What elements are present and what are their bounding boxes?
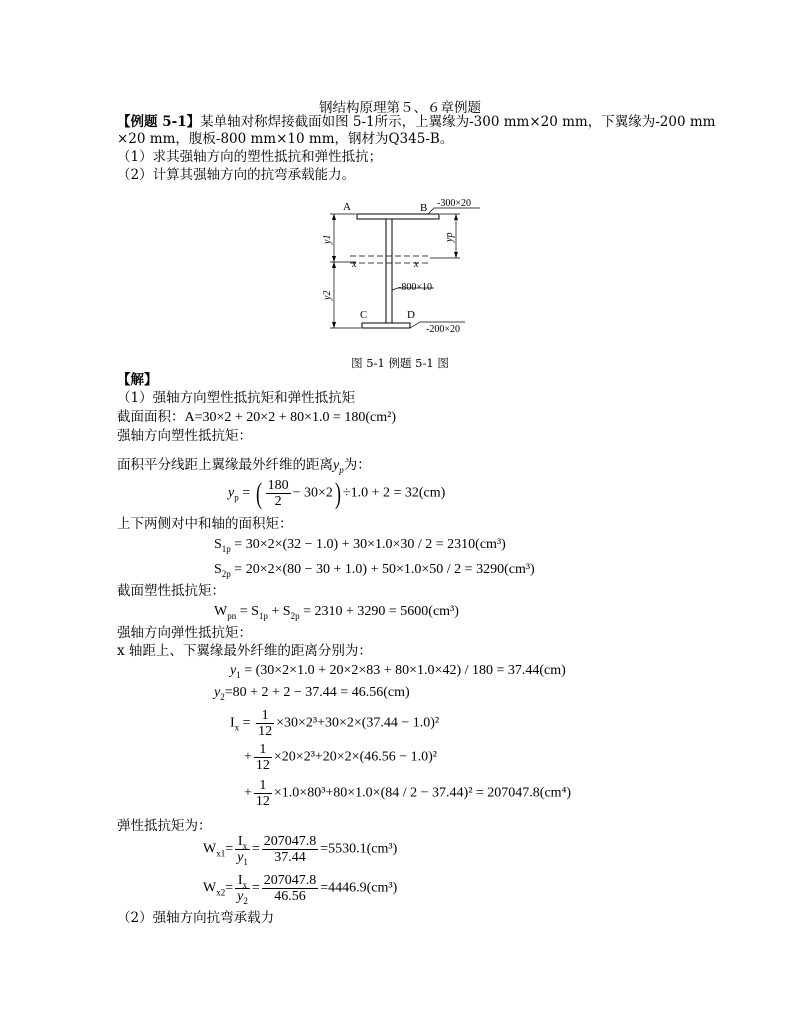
top-flange [357, 214, 439, 219]
ix-line-2: + $\frac{1}{12}$ ×20×2³+20×2×(46.56 − 1.0)² [244, 742, 437, 773]
solution-label: 【解】 [117, 372, 158, 388]
part2-title: （2）强轴方向抗弯承载力 [117, 910, 275, 926]
wx2-frac-b [262, 873, 319, 904]
problem-line-2: ×20 mm，腹板-800 mm×10 mm，钢材为Q345-B。 [117, 131, 454, 147]
y1-value: = (30×2×1.0 + 20×2×83 + 80×1.0×42) / 180 = 37.44(cm) [244, 663, 566, 678]
ix-frac-3-den: 12 [255, 794, 270, 809]
ix-term-2: ×20×2³+20×2×(46.56 − 1.0)² [273, 749, 437, 765]
label-a: A [343, 201, 351, 213]
wpn-equation: $W_{pn} = S_{1p} + S_{2p} = 2310 + 3290 = 5600(cm^3)$ [214, 604, 459, 621]
document-title: 钢结构原理第５、６章例题 [319, 100, 481, 116]
ix-frac-2-den: 12 [255, 758, 270, 773]
part1-title: （1）强轴方向塑性抵抗矩和弹性抵抗矩 [117, 390, 356, 406]
area-equation: A=30×2 + 20×2 + 80×1.0 = 180(cm²) [184, 410, 397, 425]
top-flange-dim: -300×20 [437, 198, 471, 209]
bottom-flange [362, 323, 410, 328]
label-d: D [407, 309, 415, 321]
wx1-frac-b [262, 834, 319, 865]
area-label: 截面面积： [117, 409, 185, 425]
figure-caption: 图 5-1 例题 5-1 图 [351, 356, 449, 370]
wx1-equation: $W_{x1}=$ $\frac{I_x}{y_1}$ = $\frac{207047.8}{37.44}$ =5530.1(cm³) [203, 834, 398, 867]
bottom-flange-dim: -200×20 [426, 324, 460, 335]
moment-label: 上下两侧对中和轴的面积矩： [117, 516, 293, 532]
ix-line-1: $I_x$ = $\frac{1}{12}$ ×30×2³+30×2×(37.44 − 1.0)² [230, 708, 440, 739]
ix-frac-1-den: 12 [258, 724, 273, 739]
dist-label: x 轴距上、下翼缘最外纤维的距离分别为： [117, 643, 372, 659]
yp-symbol-y: y [333, 458, 340, 473]
paren-open: ( [255, 476, 262, 510]
x-label-left: x [352, 259, 357, 270]
s1p-equation: $S_{1p} = 30\times 2\times(32 - 1.0) + 30\times 1.0\times 30 / 2 = 2310(cm^3)$ [214, 537, 506, 554]
ix-frac-1 [256, 708, 274, 739]
problem-line-1 [117, 114, 715, 130]
ix-line-3: + $\frac{1}{12}$ ×1.0×80³+80×1.0×(84 / 2 − 37.44)² = 207047.8(cm⁴) [244, 778, 572, 809]
y2-equation: $y_2=80 + 2 + 2 - 37.44 = 46.56(cm)$ [214, 685, 410, 702]
y1-label: y1 [322, 234, 333, 244]
paren-close: ) [334, 476, 341, 510]
yp-label: yp [444, 232, 455, 242]
yp-intro [117, 457, 371, 474]
wx1-result: =5530.1(cm³) [320, 841, 398, 857]
area-line [117, 409, 396, 426]
label-c: C [360, 309, 368, 321]
label-b: B [420, 202, 428, 214]
web [386, 219, 392, 323]
wx1-frac-a: $\frac{I_x}{y_1}$ [237, 834, 248, 867]
yp-label-text: 面积平分线距上翼缘最外纤维的距离 [117, 457, 333, 473]
wx2-den: 46.56 [274, 889, 306, 904]
question-2: （2）计算其强轴方向的抗弯承载能力。 [117, 167, 356, 183]
ix-term-1: ×30×2³+30×2×(37.44 − 1.0)² [276, 715, 440, 731]
web-dim: -800×10 [398, 282, 432, 293]
y2-label: y2 [322, 290, 333, 300]
yp-eq-rest: ÷1.0 + 2 = 32(cm) [342, 485, 446, 501]
yp-frac-num: 180 [267, 478, 289, 493]
elastic-label: 强轴方向弹性抵抗矩： [117, 625, 252, 641]
figure-i-section [310, 192, 500, 342]
wx2-result: =4446.9(cm³) [320, 880, 398, 896]
problem-label: 【例题 5-1】 [117, 114, 201, 130]
yp-symbol [333, 458, 344, 473]
wpn-value: = 2310 + 3290 = 5600(cm³) [303, 604, 459, 619]
s2p-equation: $S_{2p} = 20\times 2\times(80 - 30 + 1.0) + 50\times 1.0\times 50 / 2 = 3290(cm^3)$ [214, 562, 535, 579]
y1-equation: $y_1 = (30\times 2\times 1.0 + 20\times 2\times 83 + 80\times 1.0\times 42) / 180 = 37.44(cm)$ [230, 663, 566, 680]
wpn-label: 截面塑性抵抗矩： [117, 583, 225, 599]
wx2-equation: $W_{x2}=$ $\frac{I_x}{y_2}$ = $\frac{207047.8}{46.56}$ =4446.9(cm³) [203, 873, 398, 906]
question-1: （1）求其强轴方向的塑性抵抗和弹性抵抗； [117, 149, 383, 165]
ix-frac-3-num: 1 [254, 778, 272, 794]
ix-frac-3 [254, 778, 272, 809]
yp-eq-y: y [228, 485, 235, 501]
plastic-label: 强轴方向塑性抵抗矩： [117, 428, 252, 444]
yp-equation: $y_p$ = ( $\frac{180}{2}$ − 30×2) ÷1.0 + 2 = 32(cm) [228, 476, 446, 510]
yp-fraction [266, 478, 291, 509]
wx2-frac-a: $\frac{I_x}{y_2}$ [237, 873, 248, 906]
wx2-num: 207047.8 [263, 873, 317, 888]
yp-symbol-sub: p [339, 464, 344, 475]
yp-eq-mid: − 30×2 [292, 485, 333, 501]
wx1-den: 37.44 [274, 850, 306, 865]
ix-frac-2-num: 1 [254, 742, 272, 758]
yp-frac-den: 2 [274, 494, 282, 509]
wx1-num: 207047.8 [263, 834, 317, 849]
yp-suffix: 为： [343, 457, 371, 473]
s2p-value: = 20×2×(80 − 30 + 1.0) + 50×1.0×50 / 2 = 3290(cm³) [234, 562, 535, 577]
problem-text-1: 某单轴对称焊接截面如图 5-1所示，上翼缘为-300 mm×20 mm，下翼缘为-200 mm [200, 114, 716, 130]
x-label-right: x [414, 259, 419, 270]
s1p-value: = 30×2×(32 − 1.0) + 30×1.0×30 / 2 = 2310(cm³) [234, 537, 506, 552]
ix-frac-1-num: 1 [256, 708, 274, 724]
ix-frac-2 [254, 742, 272, 773]
elastic-w-label: 弹性抵抗矩为： [117, 818, 212, 834]
y2-value: =80 + 2 + 2 − 37.44 = 46.56(cm) [224, 685, 410, 700]
ix-term-3: ×1.0×80³+80×1.0×(84 / 2 − 37.44)² = 207047.8(cm⁴) [273, 785, 572, 801]
yp-eq-sub: p [234, 492, 239, 503]
